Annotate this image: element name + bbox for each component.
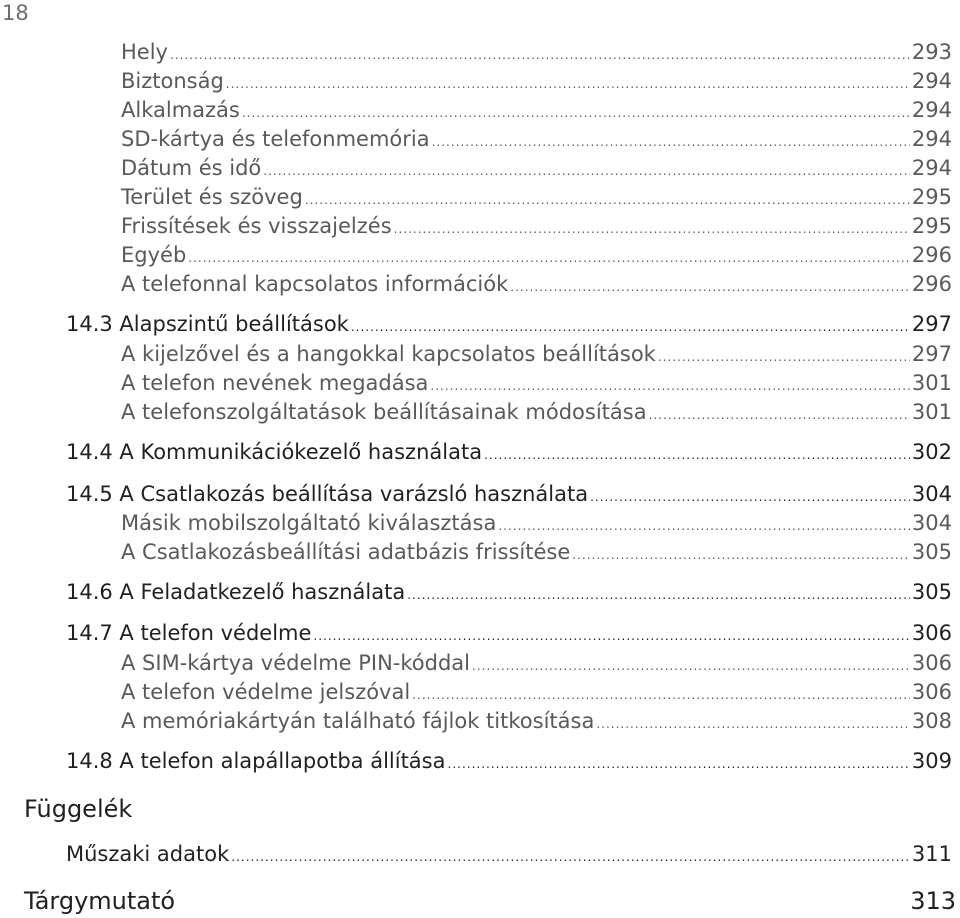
- toc-label: A telefonnal kapcsolatos információk: [121, 272, 509, 296]
- index-label: Tárgymutató: [24, 887, 176, 915]
- toc-page: 306: [911, 621, 952, 645]
- toc-label: A memóriakártyán található fájlok titkosítása: [121, 709, 595, 733]
- appendix-heading: Függelék: [24, 795, 133, 823]
- toc-label: 14.8 A telefon alapállapotba állítása: [66, 749, 446, 773]
- toc-page: 293: [911, 40, 952, 64]
- toc-entry[interactable]: [121, 340, 952, 372]
- toc-entry[interactable]: [121, 38, 952, 70]
- toc-label: Terület és szöveg: [121, 185, 303, 209]
- index-page: 313: [910, 887, 956, 915]
- toc-section[interactable]: [66, 840, 952, 872]
- toc-entry[interactable]: [121, 649, 952, 681]
- dot-leader: [596, 707, 910, 739]
- toc-label: A telefonszolgáltatások beállításainak módosítása: [121, 400, 647, 424]
- toc-page: 301: [911, 400, 952, 424]
- toc-page: 304: [911, 511, 952, 535]
- toc-page: 302: [911, 440, 952, 464]
- toc-entry[interactable]: [121, 241, 952, 273]
- dot-leader: [448, 747, 910, 779]
- toc-section[interactable]: [66, 480, 952, 512]
- toc-label: A SIM-kártya védelme PIN-kóddal: [121, 651, 471, 675]
- toc-entry[interactable]: [121, 270, 952, 302]
- toc-label: A telefon védelme jelszóval: [121, 680, 411, 704]
- toc-page: 305: [911, 580, 952, 604]
- toc-page: 301: [911, 371, 952, 395]
- dot-leader: [432, 125, 910, 157]
- page-number: 18: [2, 1, 29, 25]
- toc-section[interactable]: [66, 310, 952, 342]
- toc-page: 294: [911, 156, 952, 180]
- toc-label: Alkalmazás: [121, 98, 240, 122]
- toc-entry[interactable]: [121, 678, 952, 710]
- toc-page: 294: [911, 69, 952, 93]
- toc-page: 297: [911, 312, 952, 336]
- toc-label: Egyéb: [121, 243, 187, 267]
- index-entry[interactable]: [24, 886, 956, 916]
- toc-entry[interactable]: [121, 212, 952, 244]
- toc-entry[interactable]: [121, 398, 952, 430]
- toc-label: A Csatlakozásbeállítási adatbázis frissítése: [121, 540, 571, 564]
- toc-page: 295: [911, 214, 952, 238]
- toc-page: 311: [911, 842, 952, 866]
- dot-leader: [313, 619, 909, 651]
- dot-leader: [412, 678, 910, 710]
- toc-label: Másik mobilszolgáltató kiválasztása: [121, 511, 497, 535]
- dot-leader: [472, 649, 910, 681]
- toc-label: Műszaki adatok: [66, 842, 230, 866]
- toc-label: A kijelzővel és a hangokkal kapcsolatos beállítások: [121, 342, 656, 366]
- toc-page: 306: [911, 651, 952, 675]
- dot-leader: [263, 154, 910, 186]
- dot-leader: [658, 340, 910, 372]
- dot-leader: [394, 212, 910, 244]
- dot-leader: [351, 310, 910, 342]
- dot-leader: [226, 67, 910, 99]
- dot-leader: [407, 578, 910, 610]
- dot-leader: [188, 241, 910, 273]
- toc-entry[interactable]: [121, 707, 952, 739]
- toc-label: 14.3 Alapszintű beállítások: [66, 312, 349, 336]
- toc-label: 14.6 A Feladatkezelő használata: [66, 580, 406, 604]
- toc-page: 309: [911, 749, 952, 773]
- toc-label: Biztonság: [121, 69, 224, 93]
- dot-leader: [649, 398, 910, 430]
- toc-label: Dátum és idő: [121, 156, 262, 180]
- toc-label: 14.7 A telefon védelme: [66, 621, 312, 645]
- dot-leader: [430, 369, 910, 401]
- toc-section[interactable]: [66, 438, 952, 470]
- toc-page: 308: [911, 709, 952, 733]
- dot-leader: [484, 438, 910, 470]
- dot-leader: [170, 38, 910, 70]
- toc-entry[interactable]: [121, 538, 952, 570]
- toc-entry[interactable]: [121, 96, 952, 128]
- dot-leader: [590, 480, 910, 512]
- toc-page: 305: [911, 540, 952, 564]
- dot-leader: [498, 509, 910, 541]
- toc-section[interactable]: [66, 619, 952, 651]
- dot-leader: [305, 183, 910, 215]
- toc-label: Frissítések és visszajelzés: [121, 214, 392, 238]
- dot-leader: [242, 96, 910, 128]
- toc-page: 296: [911, 243, 952, 267]
- toc-page: 306: [911, 680, 952, 704]
- toc-label: SD-kártya és telefonmemória: [121, 127, 430, 151]
- toc-label: 14.5 A Csatlakozás beállítása varázsló használata: [66, 482, 589, 506]
- toc-entry[interactable]: [121, 369, 952, 401]
- toc-entry[interactable]: [121, 183, 952, 215]
- toc-entry[interactable]: [121, 125, 952, 157]
- toc-page: 304: [911, 482, 952, 506]
- toc-page: 296: [911, 272, 952, 296]
- toc-label: A telefon nevének megadása: [121, 371, 429, 395]
- toc-section[interactable]: [66, 578, 952, 610]
- toc-label: 14.4 A Kommunikációkezelő használata: [66, 440, 483, 464]
- dot-leader: [510, 270, 910, 302]
- toc-page: 297: [911, 342, 952, 366]
- toc-page: 294: [911, 98, 952, 122]
- toc-entry[interactable]: [121, 154, 952, 186]
- toc-entry[interactable]: [121, 67, 952, 99]
- toc-section[interactable]: [66, 747, 952, 779]
- dot-leader: [572, 538, 910, 570]
- toc-entry[interactable]: [121, 509, 952, 541]
- toc-label: Hely: [121, 40, 168, 64]
- toc-page: 295: [911, 185, 952, 209]
- dot-leader: [231, 840, 910, 872]
- toc-page: 294: [911, 127, 952, 151]
